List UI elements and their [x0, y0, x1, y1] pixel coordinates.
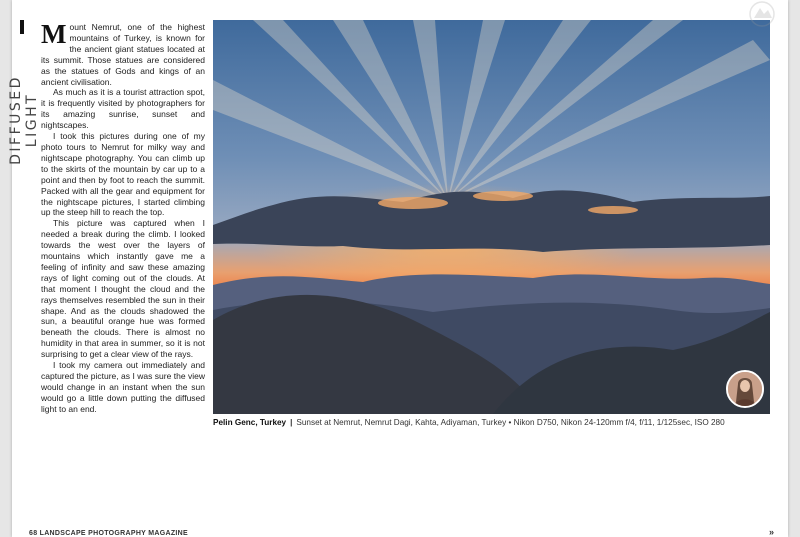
section-marker-bar	[20, 20, 24, 34]
magazine-page	[8, 0, 788, 537]
section-label-text: DIFFUSED LIGHT	[8, 75, 40, 165]
sunset-photo-illustration	[213, 20, 770, 414]
watermark-logo-icon	[740, 0, 780, 30]
next-page-arrow[interactable]: »	[768, 527, 774, 537]
section-label	[8, 20, 40, 170]
drop-cap: M	[41, 19, 67, 49]
article-paragraph: I took my camera out immediately and captured the picture, as I was sure the view would change in an instant when the sun would go a little down putting the diffused light to an end.	[41, 360, 205, 414]
page-footer: 68 LANDSCAPE PHOTOGRAPHY MAGAZINE	[29, 530, 188, 537]
article-paragraph: As much as it is a tourist attraction spot, it is frequently visited by photographers for its amazing sunrise, sunset and nightscapes.	[41, 87, 205, 131]
article-paragraph: This picture was captured when I needed a break during the climb. I looked towards the west over the layers of mountains which instantly gave me a feeling of infinity and saw these amazing rays of light coming out of the clouds. At that moment I thought the cloud and the rays themselves resembled the sun in their shape. And as the clouds shadowed the sun, a beautiful orange hue was formed beneath the clouds. There is almost no humidity in that area in summer, so it is not surprising to get a clear view of the rays.	[41, 218, 205, 360]
photographer-portrait-icon	[728, 372, 762, 406]
caption-separator: |	[290, 418, 293, 427]
photographer-name: Pelin Genc, Turkey	[213, 418, 287, 427]
sunset-photo	[213, 20, 770, 414]
article-paragraph: I took this pictures during one of my photo tours to Nemrut for milky way and nightscape photography. You can climb up to the skirts of the mountain by car up to a point and then by foot to reach the summit. Packed with all the gear and equipment for the nightscape pictures, I started climbing up the steep hill to reach the top.	[41, 131, 205, 218]
photo-caption	[213, 418, 778, 427]
caption-details: Sunset at Nemrut, Nemrut Dagi, Kahta, Adiyaman, Turkey • Nikon D750, Nikon 24-120mm f/4, f/11, 1/125sec, ISO 280	[296, 418, 725, 427]
photographer-avatar	[726, 370, 764, 408]
article-paragraph	[41, 19, 205, 87]
article-paragraph-text: ount Nemrut, one of the highest mountains of Turkey, is known for the ancient giant statues located at its summit. Those statues are considered as the statues of Gods and kings of an ancient civilisation.	[41, 22, 205, 87]
article-body	[41, 19, 205, 415]
